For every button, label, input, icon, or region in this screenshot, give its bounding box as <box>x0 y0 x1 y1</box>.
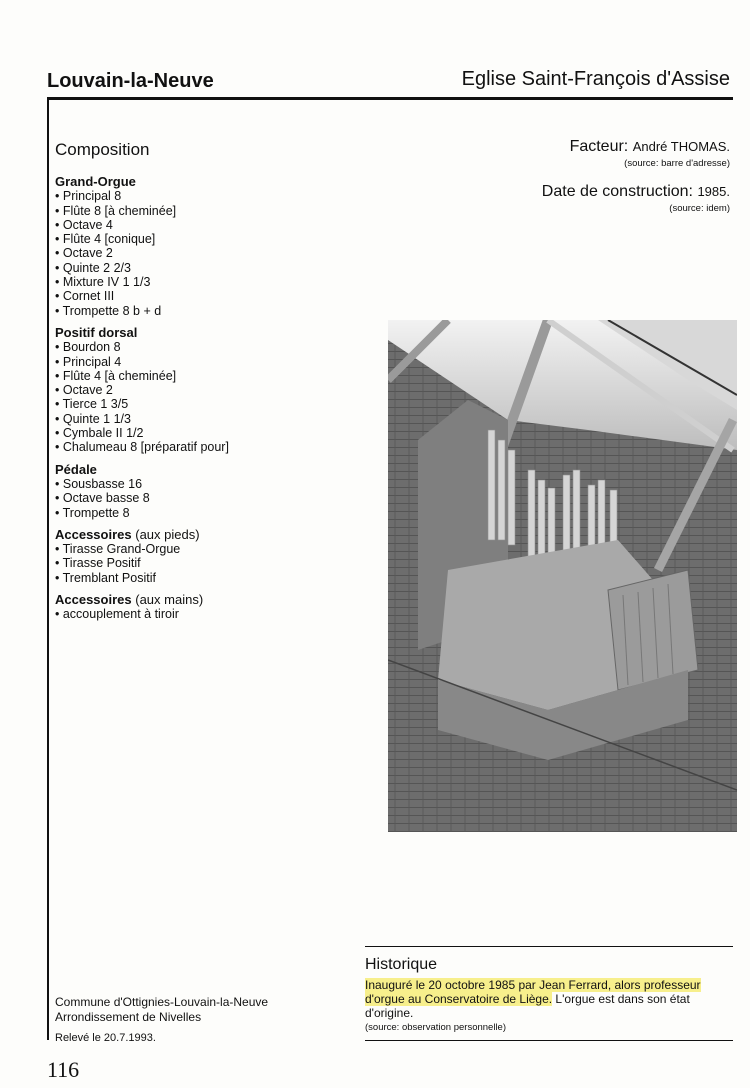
stop-item: • Flûte 8 [à cheminée] <box>55 204 355 218</box>
stop-item: • Principal 8 <box>55 189 355 203</box>
stop-item: • Octave basse 8 <box>55 491 355 505</box>
date-label: Date de construction: <box>541 183 693 200</box>
stop-item: • Tirasse Positif <box>55 556 355 570</box>
historique-source: (source: observation personnelle) <box>365 1022 506 1033</box>
facteur-source: (source: barre d'adresse) <box>624 158 730 169</box>
left-margin-rule <box>47 100 49 1040</box>
section-title-main: Positif dorsal <box>55 324 138 340</box>
stop-item: • Principal 4 <box>55 355 355 369</box>
stop-item: • Trompette 8 <box>55 506 355 520</box>
stop-item: • Quinte 2 2/3 <box>55 261 355 275</box>
facteur-value: André THOMAS. <box>632 139 730 154</box>
section-title-main: Grand-Orgue <box>55 174 136 189</box>
date-value: 1985. <box>697 184 730 199</box>
stop-item: • accouplement à tiroir <box>55 607 355 621</box>
composition-title: Composition <box>55 140 150 159</box>
stop-item: • Flûte 4 [à cheminée] <box>55 369 355 383</box>
stop-item: • Octave 2 <box>55 246 355 260</box>
page-number: 116 <box>47 1057 80 1082</box>
section-title <box>55 528 355 542</box>
stop-item: • Tierce 1 3/5 <box>55 397 355 411</box>
section-title-suffix: (aux pieds) <box>131 526 200 542</box>
stop-item: • Trompette 8 b + d <box>55 304 355 318</box>
stop-item: • Quinte 1 1/3 <box>55 412 355 426</box>
footer-commune: Commune d'Ottignies-Louvain-la-Neuve <box>55 995 269 1009</box>
stop-item: • Chalumeau 8 [préparatif pour] <box>55 440 355 454</box>
section-title-main: Accessoires <box>55 526 132 542</box>
stop-item: • Cornet III <box>55 289 355 303</box>
section-title-main: Accessoires <box>55 592 132 608</box>
section-title <box>55 593 355 607</box>
stop-item: • Tremblant Positif <box>55 571 355 585</box>
section-title-main: Pédale <box>55 461 97 477</box>
footer-releve-date: Relevé le 20.7.1993. <box>55 1032 156 1044</box>
historique-title: Historique <box>365 956 438 973</box>
historique-text: L'orgue est dans son état d'origine. <box>365 992 690 1020</box>
section-title <box>55 463 355 477</box>
historique-rule-bottom <box>365 1040 733 1041</box>
historique-body <box>365 978 737 1035</box>
stop-item: • Tirasse Grand-Orgue <box>55 542 355 556</box>
stop-list <box>55 175 355 622</box>
stop-item: • Mixture IV 1 1/3 <box>55 275 355 289</box>
stop-item: • Octave 4 <box>55 218 355 232</box>
stop-item: • Sousbasse 16 <box>55 477 355 491</box>
historique-rule-top <box>365 946 733 947</box>
section-title-suffix: (aux mains) <box>131 592 204 608</box>
section-title <box>55 326 355 340</box>
header-church: Eglise Saint-François d'Assise <box>461 68 730 90</box>
facteur-block <box>570 138 730 169</box>
stop-item: • Bourdon 8 <box>55 340 355 354</box>
date-source: (source: idem) <box>669 203 730 214</box>
facteur-label: Facteur: <box>569 138 629 155</box>
stop-item: • Flûte 4 [conique] <box>55 232 355 246</box>
section-title <box>55 175 355 189</box>
footer-commune-block <box>55 995 268 1025</box>
header-city: Louvain-la-Neuve <box>47 70 214 92</box>
stop-item: • Cymbale II 1/2 <box>55 426 355 440</box>
historique-highlighted-text: Inauguré le 20 octobre 1985 par Jean Ferrard, alors professeur d'orgue au Conservatoire de Liège. <box>365 978 701 1006</box>
organ-photo-illustration <box>388 320 737 832</box>
date-block <box>542 183 730 214</box>
stop-item: • Octave 2 <box>55 383 355 397</box>
header-divider <box>47 97 733 100</box>
footer-arrondissement: Arrondissement de Nivelles <box>55 1010 202 1024</box>
organ-photo <box>388 320 737 832</box>
